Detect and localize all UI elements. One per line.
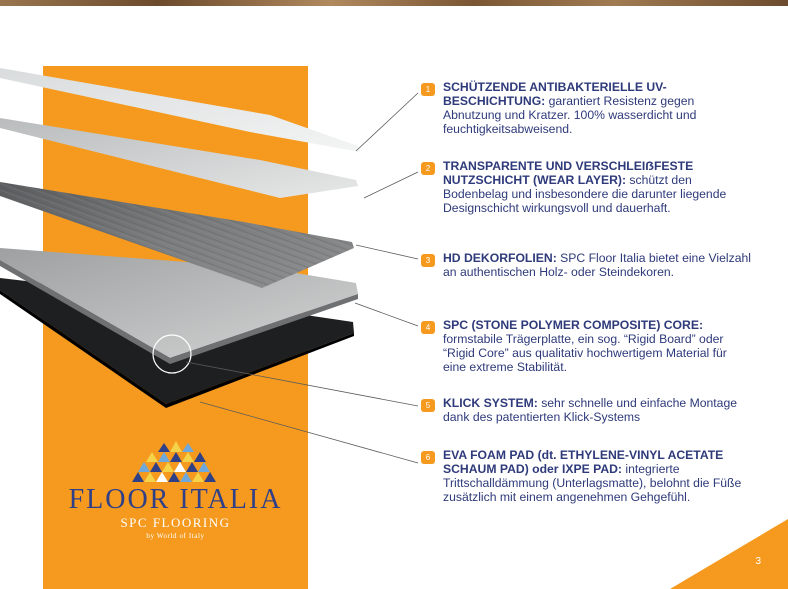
feature-number-badge: 2 — [421, 162, 435, 175]
feature-description: integrierte Trittschalldämmung (Unterlagsmatte), belohnt die Füße zusätzlich mit einem angenehmen Gehgefühl. — [443, 462, 742, 504]
feature-number-badge: 4 — [421, 321, 435, 334]
feature-title: SCHÜTZENDE ANTIBAKTERIELLE UV-BESCHICHTUNG: — [443, 80, 667, 108]
feature-description: sehr schnelle und einfache Montage dank des patentierten Klick-Systems — [443, 396, 737, 424]
leader-line-4 — [355, 303, 418, 326]
leader-line-2 — [364, 172, 418, 198]
feature-title: KLICK SYSTEM: — [443, 396, 538, 410]
feature-number-badge: 3 — [421, 254, 435, 267]
feature-title: EVA FOAM PAD (dt. ETHYLENE-VINYL ACETATE SCHAUM PAD) oder IXPE PAD: — [443, 448, 724, 476]
feature-description: schützt den Bodenbelag und insbesondere die darunter liegende Designschicht wirkungsvoll und dauerhaft. — [443, 173, 727, 215]
feature-4 — [421, 318, 751, 374]
feature-number-badge: 1 — [421, 83, 435, 96]
feature-3 — [421, 251, 751, 279]
feature-number-badge: 6 — [421, 451, 435, 464]
feature-description: SPC Floor Italia bietet eine Vielzahl an authentischen Holz- oder Steindekoren. — [443, 251, 751, 279]
floor-italia-logo — [43, 438, 308, 540]
logo-subtitle: SPC FLOORING — [120, 515, 231, 530]
feature-title: HD DEKORFOLIEN: — [443, 251, 557, 265]
logo-dome-icon — [114, 438, 238, 482]
feature-5 — [421, 396, 751, 424]
feature-1 — [421, 80, 751, 136]
corner-accent-triangle — [670, 519, 788, 589]
feature-description: formstabile Trägerplatte, ein sog. “Rigid Board” oder “Rigid Core” aus qualitativ hochwertigem Material für eine extreme Stabilität. — [443, 332, 727, 374]
feature-6 — [421, 448, 751, 504]
logo-title: FLOOR ITALIA — [68, 484, 283, 515]
feature-title: TRANSPARENTE UND VERSCHLEIẞFESTE NUTZSCHICHT (WEAR LAYER): — [443, 159, 694, 187]
logo-byline: by World of Italy — [146, 532, 205, 540]
leader-line-3 — [356, 245, 418, 259]
feature-2 — [421, 159, 751, 215]
leader-line-1 — [356, 93, 418, 151]
feature-number-badge: 5 — [421, 399, 435, 412]
page-number: 3 — [755, 556, 761, 567]
feature-title: SPC (STONE POLYMER COMPOSITE) CORE: — [443, 318, 704, 332]
feature-description: garantiert Resistenz gegen Abnutzung und Kratzer. 100% wasserdicht und feuchtigkeitsabweisend. — [443, 94, 697, 136]
